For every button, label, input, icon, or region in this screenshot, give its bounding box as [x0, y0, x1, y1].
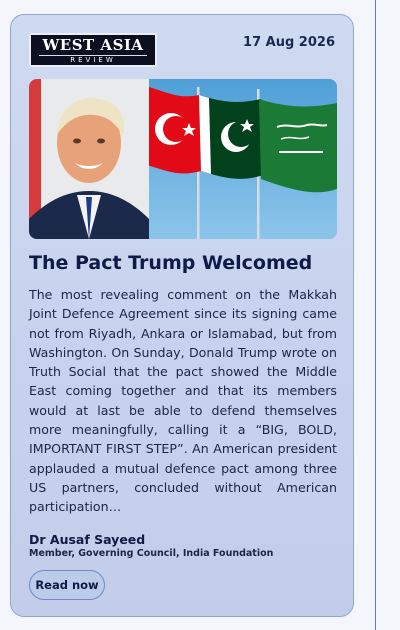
- hero-illustration: [29, 79, 337, 239]
- author-name: Dr Ausaf Sayeed: [29, 532, 146, 547]
- article-hero-image[interactable]: [29, 79, 337, 239]
- article-title[interactable]: The Pact Trump Welcomed: [29, 252, 313, 274]
- article-excerpt: The most revealing comment on the Makkah Joint Defence Agreement since its signing came not from Riyadh, Ankara or Islamabad, but from Washington. On Sunday, Donald Trump wrote on Truth Social that the pact showed the Middle East coming together and that its members would at last be able to defend themselves more meaningfully, calling it a “BIG, BOLD, IMPORTANT FIRST STEP”. An American president applauded a mutual defence pact among three US partners, concluded without American participation…: [29, 287, 337, 515]
- article-date: 17 Aug 2026: [243, 35, 335, 50]
- read-now-button[interactable]: Read now: [29, 570, 105, 600]
- west-asia-review-logo[interactable]: [29, 33, 157, 67]
- logo-wordmark: WEST ASIA: [42, 36, 144, 54]
- flag-turkey: [147, 87, 201, 173]
- portrait-image: [29, 79, 149, 239]
- page-divider-line: [375, 0, 376, 630]
- logo-subtitle: REVIEW: [39, 55, 147, 65]
- author-role: Member, Governing Council, India Foundation: [29, 548, 274, 559]
- flag-pakistan: [199, 95, 263, 179]
- article-card: [10, 14, 354, 617]
- flag-saudi-arabia: [259, 99, 337, 192]
